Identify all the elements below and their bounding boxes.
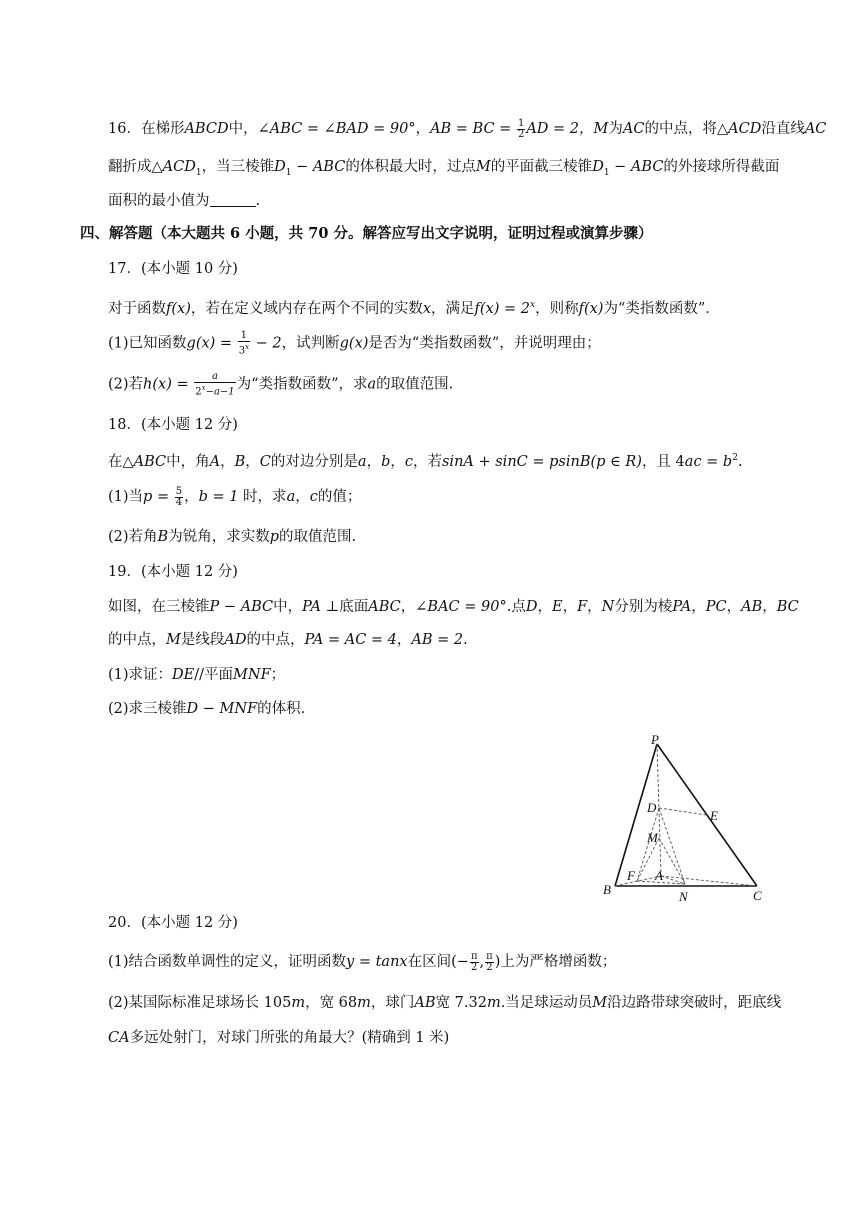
q16-line3: 面积的最小值为 . bbox=[108, 193, 261, 209]
q19-header: 19．(本小题 12 分) bbox=[108, 564, 238, 580]
q18-part1: (1)当p = $\frac{5}{4}$ ，b = 1 时，求a，c的值； bbox=[108, 485, 362, 508]
q18-part2: (2)若角B为锐角，求实数p的取值范围. bbox=[108, 529, 357, 545]
tetrahedron-figure bbox=[595, 730, 775, 910]
q18-stem: 在△ABC中，角A，B，C的对边分别是a，b，c，若sinA + sinC = psinB(p ∈ R)，且 $4ac = b^2$. bbox=[108, 453, 743, 470]
label-E: E bbox=[710, 808, 718, 823]
q19-part2: (2)求三棱锥D − MNF的体积. bbox=[108, 701, 306, 717]
q17-header: 17．(本小题 10 分) bbox=[108, 261, 238, 277]
q20-part2-line1: (2)某国际标准足球场长 105m，宽 68m，球门AB宽 7.32m.当足球运动员M沿边路带球突破时，距底线 bbox=[108, 995, 782, 1011]
q17-part2: (2)若h(x) = $\frac{a}{2^x-a-1}$ 为“类指数函数”，求a的取值范围. bbox=[108, 371, 454, 398]
q17-stem: 对于函数f(x)，若在定义域内存在两个不同的实数x，满足$f(x) = 2^x$，则称f(x)为“类指数函数”． bbox=[108, 300, 720, 317]
label-B: B bbox=[603, 882, 611, 897]
answer-blank bbox=[210, 192, 256, 207]
label-F: F bbox=[627, 868, 635, 883]
q19-stem-line1: 如图，在三棱锥P − ABC中，PA ⊥底面ABC，∠BAC = 90°.点D，E，F，N分别为棱PA，PC，AB，BC bbox=[108, 599, 799, 615]
q18-header: 18．(本小题 12 分) bbox=[108, 417, 238, 433]
fraction: $\frac{1}{3^x}$ bbox=[238, 330, 250, 357]
label-M: M bbox=[647, 830, 658, 845]
fraction: $\frac{1}{2}$ bbox=[517, 117, 525, 140]
fraction: $\frac{5}{4}$ bbox=[175, 485, 183, 508]
q19-part1: (1)求证：DE//平面MNF； bbox=[108, 667, 286, 683]
q16-line1: 16．在梯形ABCD中，∠ABC = ∠BAD = 90°，AB = BC = $\frac{1}{2}$ AD = 2，M为AC的中点，将△ACD沿直线AC bbox=[108, 117, 827, 140]
q16-line2: 翻折成$\triangle ACD_1$，当三棱锥$D_1$ − ABC的体积最大时，过点M的平面截三棱锥$D_1$ − ABC的外接球所得截面 bbox=[108, 159, 780, 178]
q19-stem-line2: 的中点，M是线段AD的中点，PA = AC = 4，AB = 2. bbox=[108, 632, 468, 648]
label-C: C bbox=[753, 888, 762, 903]
section-heading: 四、解答题（本大题共 6 小题，共 70 分。解答应写出文字说明，证明过程或演算步骤） bbox=[80, 225, 653, 242]
question-number: 16． bbox=[108, 121, 141, 137]
q20-header: 20．(本小题 12 分) bbox=[108, 915, 238, 931]
q17-part1: (1)已知函数g(x) = $\frac{1}{3^x}$ − 2，试判断g(x)是否为“类指数函数”，并说明理由； bbox=[108, 330, 601, 357]
q20-part2-line2: CA多远处射门，对球门所张的角最大？(精确到 1 米) bbox=[108, 1030, 450, 1046]
label-A: A bbox=[655, 868, 663, 883]
q20-part1: (1)结合函数单调性的定义，证明函数y = tanx在区间(− $\frac{\pi}{2}$ , $\frac{\pi}{2}$ )上为严格增函数； bbox=[108, 950, 617, 973]
label-P: P bbox=[651, 732, 659, 747]
label-D: D bbox=[647, 800, 657, 815]
label-N: N bbox=[679, 889, 688, 904]
fraction: $\frac{a}{2^x-a-1}$ bbox=[195, 371, 235, 398]
